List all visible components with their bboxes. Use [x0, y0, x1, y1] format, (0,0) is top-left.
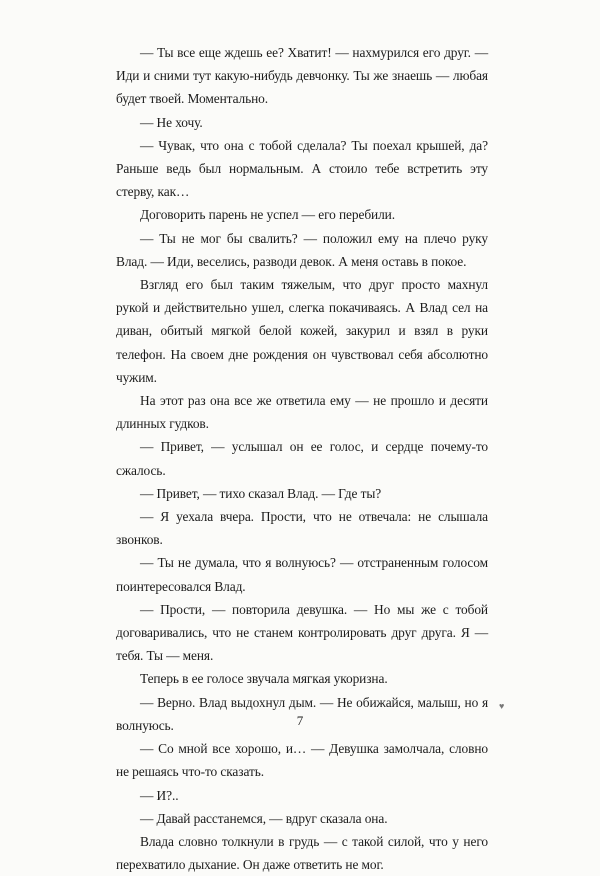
paragraph: — Верно. Влад выдохнул дым. — Не обижайся, малыш, но я волнуюсь.	[116, 694, 488, 733]
paragraph: — Прости, — повторила девушка. — Но мы же с тобой договаривались, что не станем контролировать друг друга. Я — тебя. Ты — меня.	[116, 601, 488, 664]
paragraph: Теперь в ее голосе звучала мягкая укоризна.	[140, 671, 388, 687]
paragraph: — Ты не мог бы свалить? — положил ему на плечо руку Влад. — Иди, веселись, разводи девок. А меня оставь в покое.	[116, 230, 488, 269]
heart-icon: ♥	[499, 701, 505, 711]
paragraph: — Привет, — услышал он ее голос, и сердце почему-то сжалось.	[116, 439, 488, 478]
page-number: 7	[296, 713, 304, 728]
paragraph: — Ты все еще ждешь ее? Хватит! — нахмурился его друг. — Иди и сними тут какую-нибудь девчонку. Ты же знаешь — любая будет твоей. Моментально.	[116, 45, 488, 107]
page-body-text	[116, 41, 488, 876]
paragraph: — Привет, — тихо сказал Влад. — Где ты?	[140, 485, 382, 501]
paragraph: — Не хочу.	[140, 114, 203, 130]
paragraph: Взгляд его был таким тяжелым, что друг просто махнул рукой и действительно ушел, слегка покачиваясь. А Влад сел на диван, обитый мягкой белой кожей, закурил и взял в руки телефон. На своем дне рождения он чувствовал себя абсолютно чужим.	[116, 277, 488, 385]
paragraph: — Чувак, что она с тобой сделала? Ты поехал крышей, да? Раньше ведь был нормальным. А стоило тебе встретить эту стерву, как…	[116, 137, 488, 200]
paragraph: — Давай расстанемся, — вдруг сказала она.	[140, 810, 388, 826]
paragraph: Договорить парень не успел — его перебили.	[140, 207, 395, 223]
paragraph: — Я уехала вчера. Прости, что не отвечала: не слышала звонков.	[116, 509, 488, 548]
paragraph: — Со мной все хорошо, и… — Девушка замолчала, словно не решаясь что-то сказать.	[116, 741, 488, 780]
paragraph: — И?..	[140, 787, 179, 803]
paragraph: Влада словно толкнули в грудь — с такой силой, что у него перехватило дыхание. Он даже ответить не мог.	[116, 833, 488, 873]
paragraph: На этот раз она все же ответила ему — не прошло и десяти длинных гудков.	[116, 393, 488, 432]
paragraph: — Ты не думала, что я волнуюсь? — отстраненным голосом поинтересовался Влад.	[116, 555, 488, 594]
